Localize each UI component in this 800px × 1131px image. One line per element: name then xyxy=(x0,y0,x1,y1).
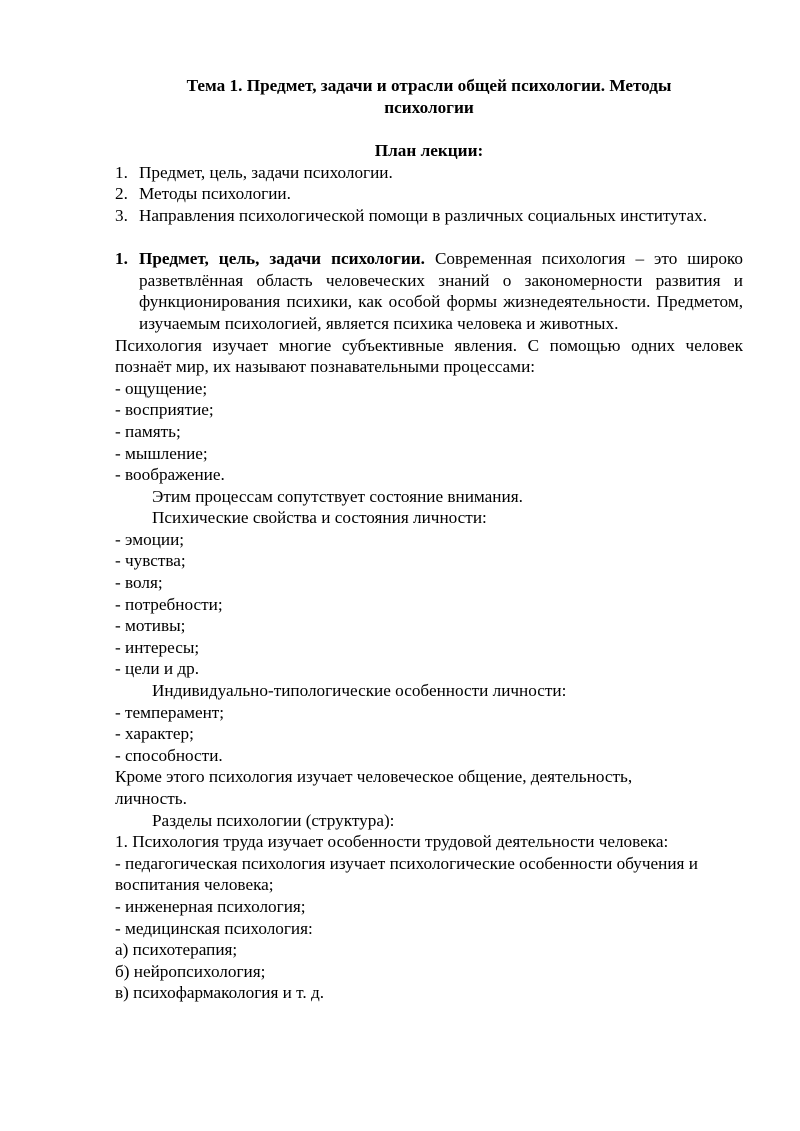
list-item: - педагогическая психология изучает психологические особенности обучения и воспитания человека; xyxy=(115,853,698,895)
properties-heading: Психические свойства и состояния личности: xyxy=(152,508,487,528)
list-item: - интересы; xyxy=(115,637,200,657)
plan-item-number: 1. xyxy=(115,162,128,182)
typology-list xyxy=(115,702,743,767)
branches-list xyxy=(115,831,743,1004)
list-item: - мышление; xyxy=(115,443,208,463)
attention-note: Этим процессам сопутствует состояние внимания. xyxy=(152,486,523,506)
list-item: - ощущение; xyxy=(115,378,208,398)
plan-item-number: 2. xyxy=(115,184,128,204)
list-item: - память; xyxy=(115,421,181,441)
section-1-body xyxy=(139,248,743,334)
section-1-text: Современная психология – это широко разветвлённая область человеческих знаний о закономерности развития и функционирования психики, как особой формы жизнедеятельности. Предметом, изучаемым психологией, является психика человека и животных. xyxy=(139,249,743,333)
plan-item xyxy=(115,162,743,184)
list-item: - восприятие; xyxy=(115,400,214,420)
list-item: б) нейропсихология; xyxy=(115,961,266,981)
properties-list xyxy=(115,529,743,680)
plan-item-text: Методы психологии. xyxy=(139,184,291,204)
branches-heading: Разделы психологии (структура): xyxy=(152,810,395,830)
spacer xyxy=(115,227,743,249)
section-1 xyxy=(115,248,743,334)
list-item: - темперамент; xyxy=(115,702,225,722)
list-item: - воля; xyxy=(115,573,163,593)
list-item: - мотивы; xyxy=(115,616,186,636)
list-item: - инженерная психология; xyxy=(115,896,306,916)
also-studies: Кроме этого психология изучает человеческое общение, деятельность, личность. xyxy=(115,767,633,808)
plan-list xyxy=(115,162,743,227)
subjective-intro: Психология изучает многие субъективные явления. С помощью одних человек познаёт мир, их называют познавательными процессами: xyxy=(115,335,743,377)
plan-item-number: 3. xyxy=(115,205,128,225)
list-item: - потребности; xyxy=(115,594,223,614)
list-item: в) психофармакология и т. д. xyxy=(115,983,324,1003)
list-item: - медицинская психология: xyxy=(115,918,313,938)
list-item: - цели и др. xyxy=(115,659,200,679)
list-item: - способности. xyxy=(115,745,223,765)
list-item: - характер; xyxy=(115,724,194,744)
list-item: - чувства; xyxy=(115,551,186,571)
plan-item-text: Предмет, цель, задачи психологии. xyxy=(139,162,393,182)
list-item: а) психотерапия; xyxy=(115,940,238,960)
plan-heading: План лекции: xyxy=(374,141,484,161)
page-title: Тема 1. Предмет, задачи и отрасли общей психологии. Методы психологии xyxy=(186,76,672,117)
list-item: 1. Психология труда изучает особенности трудовой деятельности человека: xyxy=(115,832,669,852)
section-1-heading: Предмет, цель, задачи психологии. xyxy=(139,249,425,269)
document-page xyxy=(115,75,743,1004)
plan-item xyxy=(115,205,743,227)
plan-item-text: Направления психологической помощи в различных социальных институтах. xyxy=(139,205,708,225)
cognitive-processes-list xyxy=(115,378,743,486)
plan-item xyxy=(115,183,743,205)
list-item: - воображение. xyxy=(115,465,225,485)
typology-heading: Индивидуально-типологические особенности личности: xyxy=(152,681,567,701)
section-1-number: 1. xyxy=(115,249,128,269)
list-item: - эмоции; xyxy=(115,529,185,549)
